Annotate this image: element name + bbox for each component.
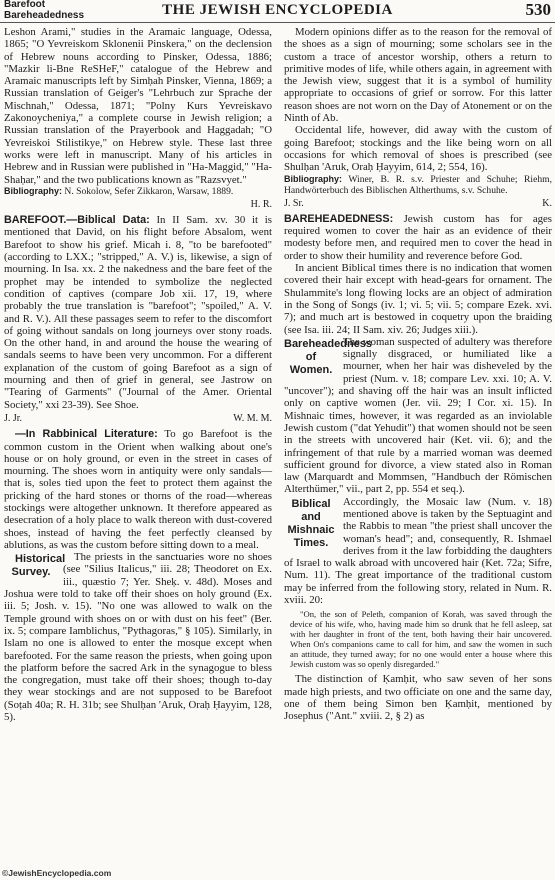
- priests-paragraph: [4, 551, 272, 723]
- side-heading-mishnaic: Biblical and Mishnaic Times.: [287, 497, 335, 549]
- block-quote: "On, the son of Peleth, companion of Korah, was saved through the device of his wife, who, having made him so drunk that he fell asleep, sat with her daughter in front of the tent, both having their hair uncovered. When On's companions came to call for him, and saw the women in such an attitude, they turned away; for no one would enter a house where this Jewish custom was so openly disregarded.": [290, 609, 552, 670]
- side-heading-historical: Historical Survey.: [11, 553, 66, 579]
- intro-paragraph: Leshon Arami," studies in the Aramaic language, Odessa, 1865; "O Yevreiskom Sklonenii Pinskera," on the declension of Hebrew nouns according to Pinsker, Odessa, 1886; "Mazkir li-Bne ReSHeF," catalogue of the Hebrew and Aramaic manuscripts left by Simḥah Pinsker, Vienna, 1869; a Russian translation of Geiger's "Lehrbuch zur Sprache der Mischnah," Odessa, 1871; "Polny Kurs Yevreiskavo Zakonoycheniya," a complete course in Jewish religion; a Russian translation of the Prayerbook and Haggadah; "O Yevreiskoi Stilistikye," on Hebrew style. These last three works were left in manuscript. Many of his articles in Hebrew and in Russian were published in "Ha-Maggid," "Ha-Shaḥar," and the two publications known as "Razsvyet.": [4, 26, 272, 186]
- signature-row: [4, 413, 272, 425]
- side-heading-women: Bareheadedness of Women.: [284, 337, 373, 376]
- barefoot-text: In II Sam. xv. 30 it is mentioned that David, on his flight before Absalom, went Barefoot to show his grief. Micah i. 8, "to be barefooted" (according to LXX.; "stripped," A. V.) is, likewise, a sign of mourning. In Isa. xx. 2 the nakedness and the bare feet of the prophet may be intended to symbolize the neglected condition of captives (compare Job xii. 17, 19, where probably the true translation is "barefoot"; "spoiled," A. V. and R. V.). All these passages seem to refer to the discomfort of going without sandals on long journeys over stony roads. On the other hand, in and around the house the wearing of sandals seems to have been very uncommon. For a different explanation of the custom of going Barefoot as a sign of mourning and then of grief in general, see Jastrow on "Tearing of Garments" ("Journal of the Amer. Oriental Society," xxi 23-39). See Shoe.: [4, 214, 272, 411]
- section-heading-biblical: —Biblical Data:: [66, 214, 150, 227]
- women-paragraph: [284, 336, 552, 496]
- barefoot-article: [4, 214, 272, 411]
- article-heading-barefoot: BAREFOOT.: [4, 214, 67, 227]
- modern-paragraph: Modern opinions differ as to the reason for the removal of the shoes as a sign of mourning; some scholars see in the custom a trace of ancestor worship, others a return to primitive modes of life, while others again, in agreement with the Jewish view, suggest that it is a symbol of humility appropriate to occasions of grief or sorrow. For this latter reason shoes are not worn on the Day of Atonement or on the Ninth of Ab.: [284, 26, 552, 125]
- signature-row: [284, 198, 552, 210]
- page-number: 530: [525, 0, 551, 19]
- left-column: [4, 26, 272, 723]
- bareheadedness-text: Jewish custom has for ages required women to cover the hair as an evidence of their modesty before men, and required men to cover the head in order to show their humility and reverence before God.: [284, 212, 553, 262]
- author-signature: J. Sr.: [284, 197, 304, 209]
- author-signature: W. M. M.: [233, 412, 272, 424]
- bibliography-text: N. Sokolow, Sefer Zikkaron, Warsaw, 1889.: [64, 185, 234, 197]
- bibliography: [4, 186, 272, 197]
- bareheadedness-article: [284, 213, 552, 262]
- section-heading-rabbinical: —In Rabbinical Literature:: [15, 428, 158, 441]
- page-header: [0, 0, 555, 23]
- priests-text: The priests in the sanctuaries wore no shoes (see "Silius Italicus," iii. 28; Theodoret on Ex. iii., quæstio 7; Yer. Sheḳ. v. 48d). Moses and Joshua were told to take off their shoes on holy ground (Ex. iii. 5; Josh. v. 15). "No one was allowed to walk on the Temple ground with shoes on or with dust on his feet" (Ber. ix. 5; compare Iamblichus, "Pythagoras," § 105). Similarly, in Islam no one is allowed to enter the mosque except when barefooted. For the same reason the priests, when going upon the platform before the sacred Ark in the synagogue to bless the congregation, must take off their shoes; though to-day they wear stockings and are not supposed to be Barefoot (Soṭah 40a; R. H. 31b; see Shulḥan 'Aruk, Oraḥ Ḥayyim, 128, 5).: [4, 551, 272, 724]
- copyright-footer: ©JewishEncyclopedia.com: [2, 868, 112, 878]
- guide-word-last: Bareheadedness: [4, 9, 85, 21]
- rabbinical-paragraph: [4, 428, 272, 551]
- final-paragraph: The distinction of Ḳamḥit, who saw seven of her sons made high priests, and two officiate on one and the same day, one of them being Simon ben Ḳamḥit, mentioned by Josephus ("Ant." xviii. 2, § 2) as: [284, 673, 552, 723]
- author-signature: K.: [542, 197, 552, 209]
- bibliography: [284, 174, 552, 196]
- guide-word-first: Barefoot: [4, 0, 46, 10]
- rabbinical-text: To go Barefoot is the common custom in the Orient when walking about one's house or on holy ground, or even in the street in cases of mourning. The shoes worn in antiquity were only sandals—that is, soles tied upon the feet to protect them against the pricking of the hard stones or thorns of the road—whereas stockings were altogether unknown. It therefore appeared as desecration of a holy place to walk thereon with dust-covered shoes, instead of having the feet perfectly cleansed by ablutions, as was the custom before sitting down to a meal.: [4, 428, 272, 551]
- signature-row: [4, 199, 272, 211]
- occidental-paragraph: Occidental life, however, did away with the custom of going Barefoot; stockings and the like being worn on all occasions for which removal of shoes is prescribed (see Shulḥan 'Aruk, Oraḥ Ḥayyim, 614, 2; 554, 16).: [284, 124, 552, 174]
- mosaic-paragraph: [284, 496, 552, 607]
- author-signature: H. R.: [250, 198, 272, 210]
- ancient-paragraph: In ancient Biblical times there is no indication that women covered their hair except with head-gears for ornament. The Shulammite's long flowing locks are an object of admiration in the Song of Songs (iv. 1; vi. 5; vii. 5; compare Ezek. xvi. 7); and much art is bestowed in coquetry upon the braiding (see Isa. iii. 24; II Sam. xiv. 26; Judges xiii.).: [284, 262, 552, 336]
- article-heading-bareheadedness: BAREHEADEDNESS:: [284, 212, 394, 225]
- right-column: [284, 26, 552, 723]
- bibliography-label: Bibliography:: [284, 173, 342, 184]
- running-title: THE JEWISH ENCYCLOPEDIA: [162, 2, 393, 18]
- mosaic-text: Accordingly, the Mosaic law (Num. v. 18) mentioned above is taken by the Septuagint and the Rabbis to mean "the priest shall uncover the woman's head"; and, consequently, R. Ishmael derives from it the law forbidding the daughters of Israel to walk abroad with uncovered hair (Ket. 72a; Sifre, Num. 11). The great importance of the traditional custom may be inferred from the following story, related in Num. R. xviii. 20:: [284, 495, 552, 607]
- bibliography-label: Bibliography:: [4, 185, 62, 196]
- author-signature: J. Jr.: [4, 412, 23, 424]
- bibliography-text: Winer, B. R. s.v. Priester and Schuhe; Riehm, Handwörterbuch des Biblischen Altherthums, s.v. Schuhe.: [284, 173, 552, 196]
- women-text: The woman suspected of adultery was therefore signally disgraced, or humiliated like a mourner, when her hair was disheveled by the priest (Num. v. 18; compare Lev. xxi. 10; A. V. "uncover"); and shaving off the hair was an insult inflicted only on captive women (Jer. vii. 29; I Cor. xi. 15). In Mishnaic times, however, it was regarded as an inviolable Jewish custom ("dat Yehudit") that women should not be seen in the streets with uncovered hair (Ket. vii. 6); and the infringement of that rule by a married woman was deemed sufficient ground for divorce, a view stated also in Roman law (Marquardt and Mommsen, "Handbuch der Römischen Alterthümer," vii., part 2, pp. 554 et seq.).: [284, 335, 552, 496]
